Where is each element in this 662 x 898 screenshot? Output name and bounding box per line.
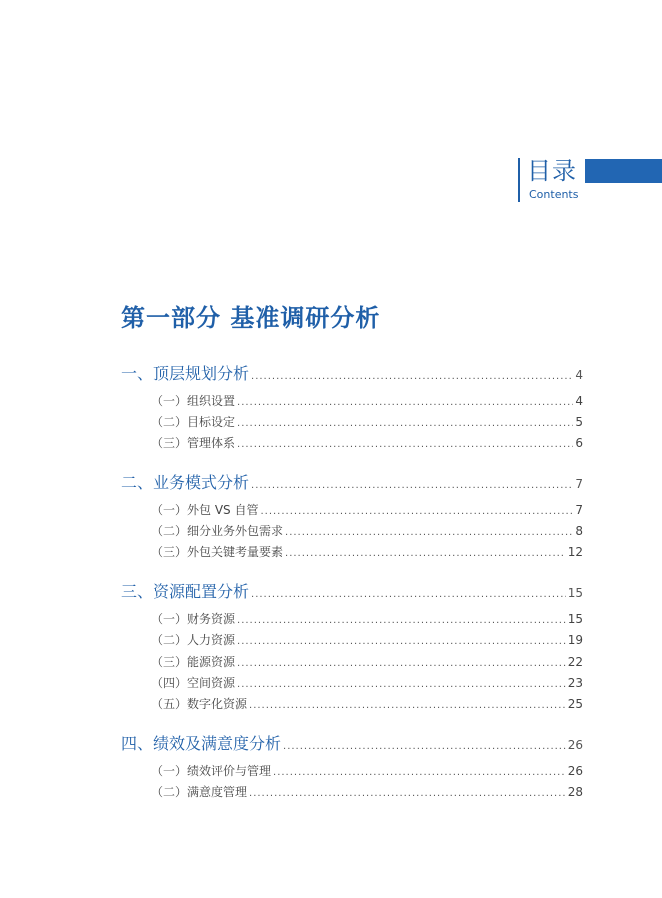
dot-leader — [237, 394, 573, 412]
dot-leader — [237, 436, 573, 454]
item-label: （二）细分业务外包需求 — [151, 524, 284, 538]
page-number: 15 — [567, 586, 583, 600]
dot-leader — [285, 524, 573, 542]
item-label: （五）数字化资源 — [151, 697, 248, 711]
item-label: （二）人力资源 — [151, 633, 236, 647]
page-number: 23 — [567, 676, 583, 690]
page-number: 7 — [575, 503, 583, 517]
section-label: 四、绩效及满意度分析 — [121, 734, 282, 753]
page-number: 15 — [567, 612, 583, 626]
page-number: 25 — [567, 697, 583, 711]
part-title: 第一部分 基准调研分析 — [121, 304, 381, 332]
section-label: 一、顶层规划分析 — [121, 364, 250, 383]
dot-leader — [285, 545, 566, 563]
toc-section-4[interactable] — [121, 732, 583, 756]
header-divider — [518, 158, 520, 202]
dot-leader — [249, 785, 566, 803]
item-label: （二）目标设定 — [151, 415, 236, 429]
item-label: （三）管理体系 — [151, 436, 236, 450]
dot-leader — [237, 676, 566, 694]
page-number: 19 — [567, 633, 583, 647]
page-number: 4 — [575, 368, 583, 382]
page-number: 22 — [567, 655, 583, 669]
page-number: 7 — [575, 477, 583, 491]
page-number: 26 — [567, 738, 583, 752]
toc-title: 目录 — [527, 157, 577, 185]
toc-item[interactable] — [151, 434, 583, 452]
toc-item[interactable] — [151, 653, 583, 671]
item-label: （四）空间资源 — [151, 676, 236, 690]
page-number: 4 — [575, 394, 583, 408]
item-label: （三）能源资源 — [151, 655, 236, 669]
section-label: 三、资源配置分析 — [121, 582, 250, 601]
dot-leader — [251, 474, 573, 498]
page-number: 5 — [575, 415, 583, 429]
toc-item[interactable] — [151, 501, 583, 519]
toc-item[interactable] — [151, 631, 583, 649]
item-label: （二）满意度管理 — [151, 785, 248, 799]
dot-leader — [251, 365, 573, 389]
dot-leader — [237, 633, 566, 651]
dot-leader — [283, 735, 566, 759]
item-label: （一）绩效评价与管理 — [151, 764, 272, 778]
toc-item[interactable] — [151, 543, 583, 561]
dot-leader — [273, 764, 566, 782]
header-accent-block — [585, 159, 662, 183]
toc-item[interactable] — [151, 674, 583, 692]
page-number: 6 — [575, 436, 583, 450]
section-label: 二、业务模式分析 — [121, 473, 250, 492]
toc-subtitle: Contents — [529, 188, 579, 201]
toc-section-1[interactable] — [121, 362, 583, 386]
item-label: （一）外包 VS 自管 — [151, 503, 259, 517]
item-label: （三）外包关键考量要素 — [151, 545, 284, 559]
dot-leader — [260, 503, 573, 521]
toc-item[interactable] — [151, 695, 583, 713]
toc-item[interactable] — [151, 762, 583, 780]
page-number: 28 — [567, 785, 583, 799]
toc-item[interactable] — [151, 522, 583, 540]
dot-leader — [237, 415, 573, 433]
page-number: 26 — [567, 764, 583, 778]
page-number: 12 — [567, 545, 583, 559]
toc-item[interactable] — [151, 392, 583, 410]
toc-item[interactable] — [151, 413, 583, 431]
dot-leader — [249, 697, 566, 715]
toc-section-2[interactable] — [121, 471, 583, 495]
toc-header — [518, 158, 662, 202]
dot-leader — [237, 612, 566, 630]
toc-item[interactable] — [151, 610, 583, 628]
page-number: 8 — [575, 524, 583, 538]
dot-leader — [251, 583, 566, 607]
dot-leader — [237, 655, 566, 673]
item-label: （一）组织设置 — [151, 394, 236, 408]
toc-section-3[interactable] — [121, 580, 583, 604]
toc-item[interactable] — [151, 783, 583, 801]
item-label: （一）财务资源 — [151, 612, 236, 626]
